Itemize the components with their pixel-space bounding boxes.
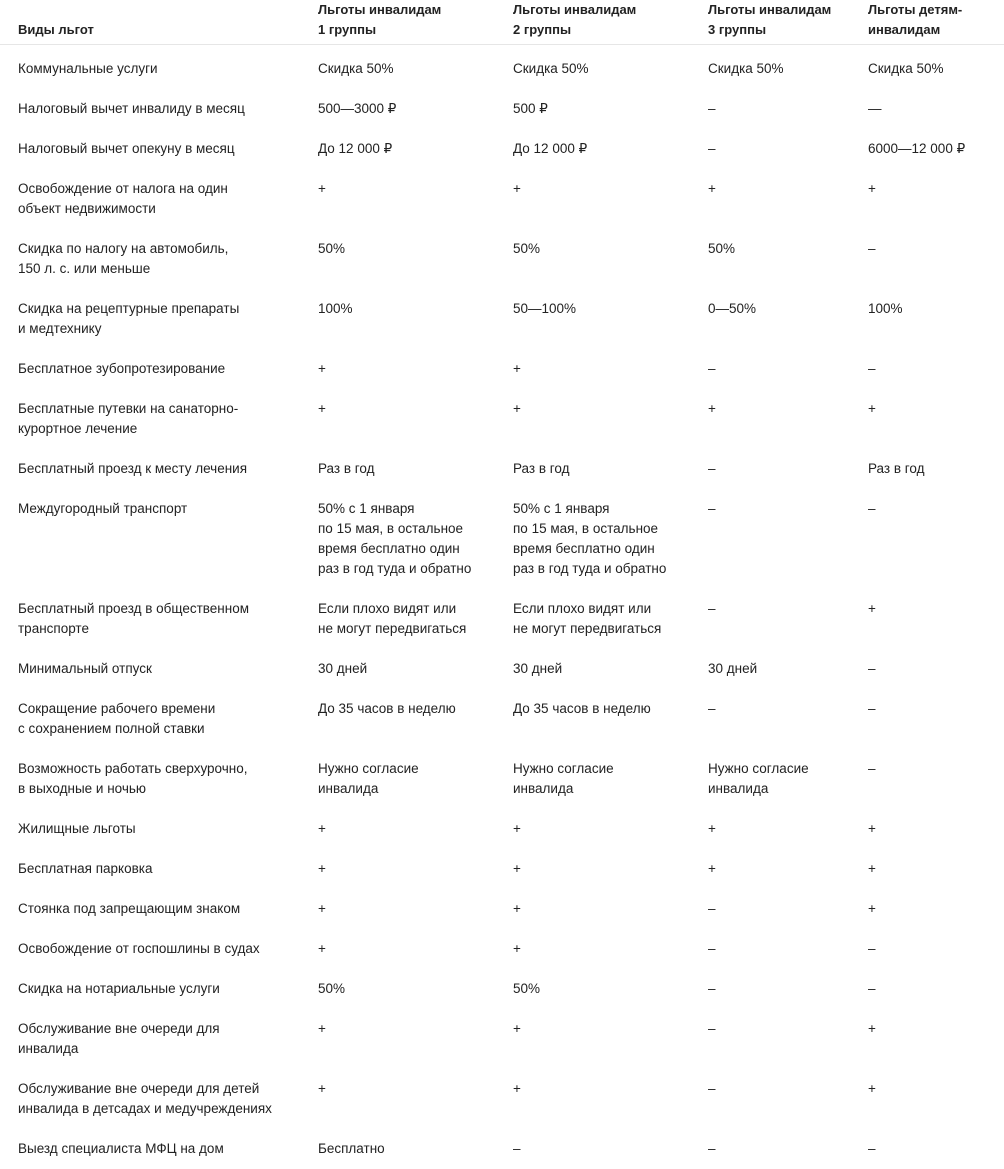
children-cell <box>850 489 1004 589</box>
table-row <box>0 689 1004 749</box>
cell-line: + <box>708 399 850 419</box>
cell-line: – <box>708 979 850 999</box>
cell-line: До 35 часов в неделю <box>513 699 690 719</box>
table-row <box>0 1069 1004 1129</box>
cell-line: 50% <box>318 239 495 259</box>
cell-line: + <box>318 899 495 919</box>
cell-line: + <box>868 819 1004 839</box>
cell-line: До 35 часов в неделю <box>318 699 495 719</box>
cell-line: время бесплатно один <box>513 539 690 559</box>
group-1-cell <box>300 689 495 749</box>
cell-line: Если плохо видят или <box>318 599 495 619</box>
benefit-name-cell <box>0 809 300 849</box>
table-row <box>0 889 1004 929</box>
group-1-cell <box>300 489 495 589</box>
cell-line: 50% с 1 января <box>318 499 495 519</box>
cell-line: + <box>868 1019 1004 1039</box>
table-row <box>0 389 1004 449</box>
cell-line: Льготы детям- <box>868 0 1004 20</box>
table-row <box>0 489 1004 589</box>
cell-line: 50% <box>513 239 690 259</box>
cell-line: – <box>868 759 1004 779</box>
table-row <box>0 969 1004 1009</box>
cell-line: – <box>868 699 1004 719</box>
group-3-cell <box>690 489 850 589</box>
children-cell <box>850 1009 1004 1069</box>
group-2-cell <box>495 169 690 229</box>
cell-line: 30 дней <box>513 659 690 679</box>
cell-line: – <box>708 939 850 959</box>
cell-line: До 12 000 ₽ <box>318 139 495 159</box>
group-3-cell <box>690 749 850 809</box>
cell-line: + <box>868 599 1004 619</box>
benefit-name-cell <box>0 849 300 889</box>
cell-line: в выходные и ночью <box>18 779 300 799</box>
children-cell <box>850 589 1004 649</box>
group-2-cell <box>495 89 690 129</box>
cell-line: инвалидам <box>868 20 1004 40</box>
cell-line: + <box>513 1019 690 1039</box>
header-group-3 <box>690 0 850 45</box>
table-row <box>0 129 1004 169</box>
benefit-name-cell <box>0 749 300 809</box>
cell-line: Коммунальные услуги <box>18 59 300 79</box>
group-2-cell <box>495 229 690 289</box>
cell-line: 30 дней <box>708 659 850 679</box>
cell-line: время бесплатно один <box>318 539 495 559</box>
cell-line: Бесплатный проезд в общественном <box>18 599 300 619</box>
children-cell <box>850 389 1004 449</box>
group-1-cell <box>300 889 495 929</box>
table-row <box>0 809 1004 849</box>
group-3-cell <box>690 1009 850 1069</box>
group-1-cell <box>300 389 495 449</box>
cell-line: транспорте <box>18 619 300 639</box>
benefit-name-cell <box>0 89 300 129</box>
cell-line: Бесплатный проезд к месту лечения <box>18 459 300 479</box>
cell-line: Нужно согласие <box>318 759 495 779</box>
benefit-name-cell <box>0 589 300 649</box>
cell-line: + <box>318 1019 495 1039</box>
group-3-cell <box>690 809 850 849</box>
cell-line: – <box>513 1139 690 1159</box>
cell-line: Скидка на рецептурные препараты <box>18 299 300 319</box>
benefit-name-cell <box>0 889 300 929</box>
header-group-2 <box>495 0 690 45</box>
cell-line: Возможность работать сверхурочно, <box>18 759 300 779</box>
cell-line: + <box>708 859 850 879</box>
cell-line: объект недвижимости <box>18 199 300 219</box>
children-cell <box>850 349 1004 389</box>
cell-line: Налоговый вычет опекуну в месяц <box>18 139 300 159</box>
cell-line: Бесплатно <box>318 1139 495 1159</box>
cell-line: + <box>868 399 1004 419</box>
cell-line: – <box>708 599 850 619</box>
cell-line: инвалида <box>708 779 850 799</box>
group-3-cell <box>690 349 850 389</box>
table-row <box>0 1009 1004 1069</box>
table-row <box>0 169 1004 229</box>
benefit-name-cell <box>0 649 300 689</box>
cell-line: 100% <box>868 299 1004 319</box>
children-cell <box>850 809 1004 849</box>
cell-line: 30 дней <box>318 659 495 679</box>
cell-line: + <box>868 899 1004 919</box>
group-3-cell <box>690 589 850 649</box>
group-3-cell <box>690 129 850 169</box>
table-row <box>0 349 1004 389</box>
group-1-cell <box>300 229 495 289</box>
children-cell <box>850 169 1004 229</box>
table-row <box>0 749 1004 809</box>
cell-line: 6000—12 000 ₽ <box>868 139 1004 159</box>
group-3-cell <box>690 89 850 129</box>
cell-line: 100% <box>318 299 495 319</box>
cell-line: + <box>513 899 690 919</box>
cell-line: – <box>708 139 850 159</box>
cell-line: 500 ₽ <box>513 99 690 119</box>
group-3-cell <box>690 1129 850 1169</box>
benefit-name-cell <box>0 229 300 289</box>
cell-line: Обслуживание вне очереди для <box>18 1019 300 1039</box>
cell-line: + <box>318 179 495 199</box>
cell-line: + <box>513 859 690 879</box>
group-1-cell <box>300 649 495 689</box>
cell-line: – <box>708 699 850 719</box>
cell-line: Сокращение рабочего времени <box>18 699 300 719</box>
cell-line: с сохранением полной ставки <box>18 719 300 739</box>
children-cell <box>850 849 1004 889</box>
table-row <box>0 289 1004 349</box>
cell-line: Нужно согласие <box>708 759 850 779</box>
group-3-cell <box>690 689 850 749</box>
group-2-cell <box>495 929 690 969</box>
cell-line: 50—100% <box>513 299 690 319</box>
cell-line: и медтехнику <box>18 319 300 339</box>
cell-line: 50% <box>513 979 690 999</box>
group-2-cell <box>495 349 690 389</box>
cell-line: 0—50% <box>708 299 850 319</box>
cell-line: Нужно согласие <box>513 759 690 779</box>
children-cell <box>850 45 1004 90</box>
benefit-name-cell <box>0 349 300 389</box>
cell-line: + <box>708 179 850 199</box>
table-row <box>0 89 1004 129</box>
cell-line: – <box>708 1139 850 1159</box>
cell-line: Минимальный отпуск <box>18 659 300 679</box>
cell-line: инвалида <box>513 779 690 799</box>
cell-line: 150 л. с. или меньше <box>18 259 300 279</box>
benefit-name-cell <box>0 929 300 969</box>
benefit-name-cell <box>0 1129 300 1169</box>
table-row <box>0 449 1004 489</box>
cell-line: Освобождение от госпошлины в судах <box>18 939 300 959</box>
group-1-cell <box>300 589 495 649</box>
group-2-cell <box>495 1129 690 1169</box>
header-benefit-type <box>0 0 300 45</box>
cell-line: 500—3000 ₽ <box>318 99 495 119</box>
cell-line: не могут передвигаться <box>318 619 495 639</box>
benefit-name-cell <box>0 969 300 1009</box>
cell-line: 50% <box>318 979 495 999</box>
header-children <box>850 0 1004 45</box>
cell-line: раз в год туда и обратно <box>513 559 690 579</box>
table-body <box>0 45 1004 1169</box>
group-1-cell <box>300 449 495 489</box>
cell-line: инвалида <box>18 1039 300 1059</box>
cell-line: + <box>868 1079 1004 1099</box>
benefit-name-cell <box>0 1009 300 1069</box>
cell-line: – <box>708 359 850 379</box>
table-row <box>0 589 1004 649</box>
cell-line: инвалида в детсадах и медучреждениях <box>18 1099 300 1119</box>
table-row <box>0 45 1004 90</box>
group-2-cell <box>495 1009 690 1069</box>
children-cell <box>850 449 1004 489</box>
group-1-cell <box>300 289 495 349</box>
group-2-cell <box>495 849 690 889</box>
cell-line: + <box>318 1079 495 1099</box>
group-1-cell <box>300 749 495 809</box>
cell-line: Льготы инвалидам <box>708 0 850 20</box>
group-1-cell <box>300 349 495 389</box>
children-cell <box>850 649 1004 689</box>
cell-line: + <box>318 359 495 379</box>
group-2-cell <box>495 809 690 849</box>
benefit-name-cell <box>0 1069 300 1129</box>
benefit-name-cell <box>0 289 300 349</box>
cell-line: – <box>868 499 1004 519</box>
group-3-cell <box>690 45 850 90</box>
children-cell <box>850 749 1004 809</box>
header-group-1 <box>300 0 495 45</box>
cell-line: Льготы инвалидам <box>513 0 690 20</box>
group-3-cell <box>690 929 850 969</box>
cell-line: Виды льгот <box>18 20 300 40</box>
group-2-cell <box>495 749 690 809</box>
children-cell <box>850 889 1004 929</box>
cell-line: 50% с 1 января <box>513 499 690 519</box>
cell-line: + <box>318 939 495 959</box>
cell-line: Налоговый вычет инвалиду в месяц <box>18 99 300 119</box>
cell-line: Раз в год <box>318 459 495 479</box>
cell-line: Обслуживание вне очереди для детей <box>18 1079 300 1099</box>
group-1-cell <box>300 929 495 969</box>
table-row <box>0 929 1004 969</box>
table-row <box>0 649 1004 689</box>
cell-line: — <box>868 99 1004 119</box>
cell-line: + <box>868 859 1004 879</box>
cell-line: 50% <box>708 239 850 259</box>
cell-line: – <box>708 1019 850 1039</box>
cell-line: – <box>868 659 1004 679</box>
children-cell <box>850 969 1004 1009</box>
cell-line: – <box>868 979 1004 999</box>
table-header <box>0 0 1004 45</box>
cell-line: – <box>708 1079 850 1099</box>
group-2-cell <box>495 449 690 489</box>
cell-line: Скидка на нотариальные услуги <box>18 979 300 999</box>
group-1-cell <box>300 809 495 849</box>
group-2-cell <box>495 45 690 90</box>
cell-line: Скидка по налогу на автомобиль, <box>18 239 300 259</box>
cell-line: – <box>868 939 1004 959</box>
group-2-cell <box>495 389 690 449</box>
group-2-cell <box>495 689 690 749</box>
cell-line: Бесплатная парковка <box>18 859 300 879</box>
cell-line: – <box>868 239 1004 259</box>
children-cell <box>850 1129 1004 1169</box>
cell-line: Выезд специалиста МФЦ на дом <box>18 1139 300 1159</box>
group-1-cell <box>300 45 495 90</box>
cell-line: инвалида <box>318 779 495 799</box>
group-1-cell <box>300 1129 495 1169</box>
cell-line: Если плохо видят или <box>513 599 690 619</box>
children-cell <box>850 289 1004 349</box>
group-3-cell <box>690 449 850 489</box>
cell-line: Раз в год <box>868 459 1004 479</box>
cell-line: курортное лечение <box>18 419 300 439</box>
cell-line: + <box>868 179 1004 199</box>
cell-line: – <box>868 1139 1004 1159</box>
children-cell <box>850 129 1004 169</box>
cell-line: Междугородный транспорт <box>18 499 300 519</box>
group-1-cell <box>300 169 495 229</box>
group-3-cell <box>690 649 850 689</box>
group-1-cell <box>300 129 495 169</box>
group-2-cell <box>495 889 690 929</box>
group-2-cell <box>495 289 690 349</box>
cell-line: – <box>708 899 850 919</box>
cell-line: Освобождение от налога на один <box>18 179 300 199</box>
group-3-cell <box>690 849 850 889</box>
group-3-cell <box>690 169 850 229</box>
cell-line: + <box>513 359 690 379</box>
cell-line: 3 группы <box>708 20 850 40</box>
cell-line: Скидка 50% <box>318 59 495 79</box>
cell-line: + <box>513 819 690 839</box>
group-2-cell <box>495 649 690 689</box>
group-2-cell <box>495 1069 690 1129</box>
cell-line: – <box>868 359 1004 379</box>
children-cell <box>850 689 1004 749</box>
cell-line: + <box>513 399 690 419</box>
benefit-name-cell <box>0 389 300 449</box>
cell-line: + <box>318 399 495 419</box>
header-row <box>0 0 1004 45</box>
children-cell <box>850 229 1004 289</box>
cell-line: Жилищные льготы <box>18 819 300 839</box>
cell-line: Скидка 50% <box>708 59 850 79</box>
cell-line: + <box>318 859 495 879</box>
benefit-name-cell <box>0 689 300 749</box>
children-cell <box>850 89 1004 129</box>
group-3-cell <box>690 1069 850 1129</box>
group-1-cell <box>300 89 495 129</box>
cell-line: Бесплатные путевки на санаторно- <box>18 399 300 419</box>
group-1-cell <box>300 1069 495 1129</box>
children-cell <box>850 929 1004 969</box>
group-1-cell <box>300 969 495 1009</box>
group-3-cell <box>690 389 850 449</box>
cell-line: До 12 000 ₽ <box>513 139 690 159</box>
children-cell <box>850 1069 1004 1129</box>
cell-line: раз в год туда и обратно <box>318 559 495 579</box>
cell-line: по 15 мая, в остальное <box>318 519 495 539</box>
group-3-cell <box>690 229 850 289</box>
cell-line: – <box>708 99 850 119</box>
cell-line: – <box>708 459 850 479</box>
group-1-cell <box>300 1009 495 1069</box>
group-2-cell <box>495 129 690 169</box>
cell-line: Раз в год <box>513 459 690 479</box>
table-row <box>0 849 1004 889</box>
group-2-cell <box>495 489 690 589</box>
benefit-name-cell <box>0 169 300 229</box>
cell-line: Скидка 50% <box>513 59 690 79</box>
cell-line: Стоянка под запрещающим знаком <box>18 899 300 919</box>
group-2-cell <box>495 969 690 1009</box>
cell-line: + <box>513 939 690 959</box>
benefit-name-cell <box>0 449 300 489</box>
benefit-name-cell <box>0 45 300 90</box>
cell-line: + <box>513 1079 690 1099</box>
cell-line: + <box>708 819 850 839</box>
group-1-cell <box>300 849 495 889</box>
cell-line: по 15 мая, в остальное <box>513 519 690 539</box>
cell-line: 1 группы <box>318 20 495 40</box>
cell-line: + <box>318 819 495 839</box>
cell-line: не могут передвигаться <box>513 619 690 639</box>
table-row <box>0 1129 1004 1169</box>
group-3-cell <box>690 289 850 349</box>
cell-line: – <box>708 499 850 519</box>
table-row <box>0 229 1004 289</box>
cell-line: Скидка 50% <box>868 59 1004 79</box>
group-2-cell <box>495 589 690 649</box>
group-3-cell <box>690 889 850 929</box>
benefit-name-cell <box>0 489 300 589</box>
cell-line: Льготы инвалидам <box>318 0 495 20</box>
cell-line: 2 группы <box>513 20 690 40</box>
cell-line: Бесплатное зубопротезирование <box>18 359 300 379</box>
cell-line: + <box>513 179 690 199</box>
benefit-name-cell <box>0 129 300 169</box>
group-3-cell <box>690 969 850 1009</box>
